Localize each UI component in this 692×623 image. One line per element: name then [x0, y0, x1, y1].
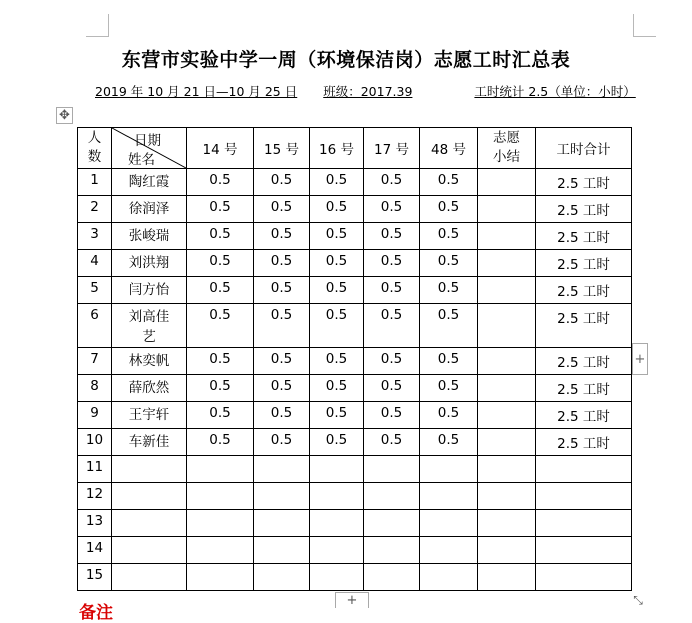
table-row [78, 429, 632, 456]
header-date-label: 日期 [134, 133, 161, 149]
header-summary-line1: 志愿 [493, 130, 520, 146]
hours-cell[interactable]: 0.5 [187, 375, 254, 402]
hours-cell[interactable] [187, 537, 254, 564]
total-cell[interactable]: 2.5 工时 [536, 304, 632, 348]
hours-cell[interactable]: 0.5 [254, 402, 310, 429]
hours-cell[interactable] [310, 537, 364, 564]
header-summary[interactable] [478, 128, 536, 169]
hours-cell[interactable]: 0.5 [420, 169, 478, 196]
row-number[interactable]: 14 [78, 537, 112, 564]
student-name[interactable]: 闫方怡 [112, 277, 187, 304]
summary-cell[interactable] [478, 169, 536, 196]
header-day-3[interactable]: 16 号 [310, 128, 364, 169]
summary-cell[interactable] [478, 456, 536, 483]
table-row [78, 277, 632, 304]
header-people-line2: 数 [87, 149, 102, 165]
insert-row-button[interactable] [632, 343, 648, 375]
header-total[interactable]: 工时合计 [536, 128, 632, 169]
total-cell[interactable]: 2.5 工时 [536, 169, 632, 196]
row-number[interactable]: 10 [78, 429, 112, 456]
plus-icon: + [634, 351, 646, 367]
hours-cell[interactable]: 0.5 [364, 402, 420, 429]
hours-cell[interactable]: 0.5 [420, 196, 478, 223]
hours-cell[interactable]: 0.5 [310, 348, 364, 375]
hours-cell[interactable]: 0.5 [364, 196, 420, 223]
hours-cell[interactable]: 0.5 [254, 223, 310, 250]
row-number[interactable]: 2 [78, 196, 112, 223]
hours-cell[interactable]: 0.5 [187, 169, 254, 196]
hours-cell[interactable] [187, 564, 254, 591]
row-number[interactable]: 3 [78, 223, 112, 250]
row-number[interactable]: 6 [78, 304, 112, 348]
hours-cell[interactable]: 0.5 [310, 304, 364, 348]
hour-statistic: 工时统计 2.5（单位：小时） [474, 84, 636, 99]
row-number[interactable]: 15 [78, 564, 112, 591]
hours-cell[interactable] [420, 483, 478, 510]
total-cell[interactable] [536, 510, 632, 537]
hours-cell[interactable]: 0.5 [420, 277, 478, 304]
summary-cell[interactable] [478, 223, 536, 250]
table-row [78, 196, 632, 223]
hours-cell[interactable] [187, 483, 254, 510]
row-number[interactable]: 7 [78, 348, 112, 375]
hours-cell[interactable] [310, 483, 364, 510]
page-corner-mark-top-left [86, 14, 109, 37]
hours-cell[interactable]: 0.5 [420, 223, 478, 250]
summary-cell[interactable] [478, 196, 536, 223]
summary-cell[interactable] [478, 402, 536, 429]
hours-cell[interactable]: 0.5 [364, 250, 420, 277]
total-cell[interactable] [536, 456, 632, 483]
hours-cell[interactable]: 0.5 [364, 277, 420, 304]
summary-cell[interactable] [478, 537, 536, 564]
table-move-handle[interactable] [56, 107, 73, 124]
hours-cell[interactable]: 0.5 [310, 250, 364, 277]
hours-cell[interactable] [254, 537, 310, 564]
hours-cell[interactable]: 0.5 [420, 402, 478, 429]
student-name[interactable]: 刘洪翔 [112, 250, 187, 277]
total-cell[interactable]: 2.5 工时 [536, 196, 632, 223]
hours-cell[interactable]: 0.5 [187, 223, 254, 250]
hours-cell[interactable]: 0.5 [420, 429, 478, 456]
summary-cell[interactable] [478, 348, 536, 375]
header-day-2[interactable]: 15 号 [254, 128, 310, 169]
remark-label: 备注 [79, 603, 113, 623]
summary-cell[interactable] [478, 277, 536, 304]
hours-cell[interactable] [364, 510, 420, 537]
hours-cell[interactable]: 0.5 [310, 402, 364, 429]
total-cell[interactable] [536, 537, 632, 564]
student-name[interactable]: 车新佳 [112, 429, 187, 456]
table-row [78, 348, 632, 375]
student-name[interactable]: 林奕帆 [112, 348, 187, 375]
total-cell[interactable] [536, 564, 632, 591]
hours-cell[interactable] [364, 564, 420, 591]
student-name[interactable]: 张峻瑞 [112, 223, 187, 250]
student-name-line2: 艺 [142, 329, 156, 345]
row-number[interactable]: 8 [78, 375, 112, 402]
hours-cell[interactable] [310, 510, 364, 537]
hours-cell[interactable]: 0.5 [310, 196, 364, 223]
header-summary-line2: 小结 [493, 149, 520, 165]
hours-cell[interactable]: 0.5 [364, 429, 420, 456]
hours-cell[interactable]: 0.5 [420, 250, 478, 277]
row-number[interactable]: 1 [78, 169, 112, 196]
student-name[interactable]: 徐润泽 [112, 196, 187, 223]
table-row [78, 250, 632, 277]
hours-cell[interactable]: 0.5 [187, 304, 254, 348]
row-number[interactable]: 11 [78, 456, 112, 483]
summary-cell[interactable] [478, 510, 536, 537]
hours-cell[interactable]: 0.5 [364, 304, 420, 348]
hours-cell[interactable]: 0.5 [187, 196, 254, 223]
summary-cell[interactable] [478, 483, 536, 510]
volunteer-hours-table [77, 127, 632, 591]
hours-cell[interactable] [254, 483, 310, 510]
row-number[interactable]: 13 [78, 510, 112, 537]
hours-cell[interactable] [310, 456, 364, 483]
hours-cell[interactable]: 0.5 [310, 429, 364, 456]
class-info: 班级：2017.39 [323, 84, 413, 99]
hours-cell[interactable]: 0.5 [310, 375, 364, 402]
total-cell[interactable]: 2.5 工时 [536, 223, 632, 250]
hours-cell[interactable]: 0.5 [364, 223, 420, 250]
hours-cell[interactable] [420, 537, 478, 564]
table-row [78, 402, 632, 429]
table-row [78, 375, 632, 402]
hours-cell[interactable]: 0.5 [254, 304, 310, 348]
hours-cell[interactable] [364, 537, 420, 564]
student-name-line1: 刘高佳 [128, 309, 170, 325]
table-row-empty [78, 456, 632, 483]
header-day-5[interactable]: 48 号 [420, 128, 478, 169]
hours-cell[interactable]: 0.5 [254, 169, 310, 196]
summary-cell[interactable] [478, 250, 536, 277]
table-row-empty [78, 564, 632, 591]
header-day-1[interactable]: 14 号 [187, 128, 254, 169]
header-people[interactable] [78, 128, 112, 169]
hours-cell[interactable] [420, 456, 478, 483]
summary-cell[interactable] [478, 375, 536, 402]
hours-cell[interactable] [254, 564, 310, 591]
hours-cell[interactable]: 0.5 [187, 250, 254, 277]
table-row [78, 169, 632, 196]
hours-cell[interactable] [420, 564, 478, 591]
row-number[interactable]: 4 [78, 250, 112, 277]
header-date-name-diagonal[interactable] [112, 128, 187, 169]
document-subtitle [95, 82, 636, 100]
page-corner-mark-top-right [633, 14, 656, 37]
row-number[interactable]: 5 [78, 277, 112, 304]
table-row-empty [78, 483, 632, 510]
hours-cell[interactable]: 0.5 [187, 348, 254, 375]
hours-cell[interactable] [187, 456, 254, 483]
hours-cell[interactable]: 0.5 [254, 429, 310, 456]
hours-cell[interactable]: 0.5 [420, 304, 478, 348]
resize-arrows-icon: ⤡ [633, 592, 643, 607]
hours-cell[interactable]: 0.5 [420, 375, 478, 402]
summary-cell[interactable] [478, 304, 536, 348]
hours-cell[interactable]: 0.5 [364, 169, 420, 196]
student-name[interactable] [112, 483, 187, 510]
row-number[interactable]: 9 [78, 402, 112, 429]
hours-cell[interactable]: 0.5 [364, 348, 420, 375]
hours-cell[interactable]: 0.5 [364, 375, 420, 402]
summary-cell[interactable] [478, 429, 536, 456]
hours-cell[interactable]: 0.5 [187, 429, 254, 456]
hours-cell[interactable] [310, 564, 364, 591]
student-name[interactable] [112, 564, 187, 591]
table-row [78, 304, 632, 348]
student-name[interactable] [112, 510, 187, 537]
hours-cell[interactable]: 0.5 [254, 348, 310, 375]
table-row-empty [78, 537, 632, 564]
table-row [78, 223, 632, 250]
hours-cell[interactable] [364, 456, 420, 483]
table-row-empty [78, 510, 632, 537]
hours-cell[interactable] [420, 510, 478, 537]
total-cell[interactable] [536, 483, 632, 510]
hours-cell[interactable]: 0.5 [254, 277, 310, 304]
document-title: 东营市实验中学一周（环境保洁岗）志愿工时汇总表 [121, 49, 571, 71]
summary-cell[interactable] [478, 564, 536, 591]
student-name[interactable]: 王宇轩 [112, 402, 187, 429]
header-name-label: 姓名 [128, 152, 155, 168]
hours-cell[interactable]: 0.5 [254, 250, 310, 277]
insert-column-button[interactable] [335, 592, 369, 608]
student-name[interactable] [112, 537, 187, 564]
student-name[interactable]: 薛欣然 [112, 375, 187, 402]
hours-cell[interactable]: 0.5 [187, 277, 254, 304]
row-number[interactable]: 12 [78, 483, 112, 510]
hours-cell[interactable] [254, 456, 310, 483]
hours-cell[interactable]: 0.5 [254, 196, 310, 223]
header-row [78, 128, 632, 169]
hours-cell[interactable]: 0.5 [310, 169, 364, 196]
student-name[interactable] [112, 456, 187, 483]
total-cell[interactable]: 2.5 工时 [536, 348, 632, 375]
header-people-line1: 人 [87, 130, 102, 146]
total-cell[interactable]: 2.5 工时 [536, 277, 632, 304]
move-arrows-icon: ✥ [59, 108, 70, 123]
plus-icon: + [346, 593, 358, 608]
total-cell[interactable]: 2.5 工时 [536, 375, 632, 402]
student-name[interactable]: 陶红霞 [112, 169, 187, 196]
date-range: 2019 年 10 月 21 日—10 月 25 日 [95, 84, 298, 99]
hours-cell[interactable]: 0.5 [420, 348, 478, 375]
hours-cell[interactable]: 0.5 [310, 223, 364, 250]
hours-cell[interactable]: 0.5 [254, 375, 310, 402]
total-cell[interactable]: 2.5 工时 [536, 429, 632, 456]
header-day-4[interactable]: 17 号 [364, 128, 420, 169]
hours-cell[interactable]: 0.5 [187, 402, 254, 429]
student-name[interactable] [112, 304, 187, 348]
total-cell[interactable]: 2.5 工时 [536, 250, 632, 277]
hours-cell[interactable] [187, 510, 254, 537]
hours-cell[interactable] [254, 510, 310, 537]
hours-cell[interactable]: 0.5 [310, 277, 364, 304]
hours-cell[interactable] [364, 483, 420, 510]
total-cell[interactable]: 2.5 工时 [536, 402, 632, 429]
table-resize-handle[interactable] [630, 592, 646, 608]
